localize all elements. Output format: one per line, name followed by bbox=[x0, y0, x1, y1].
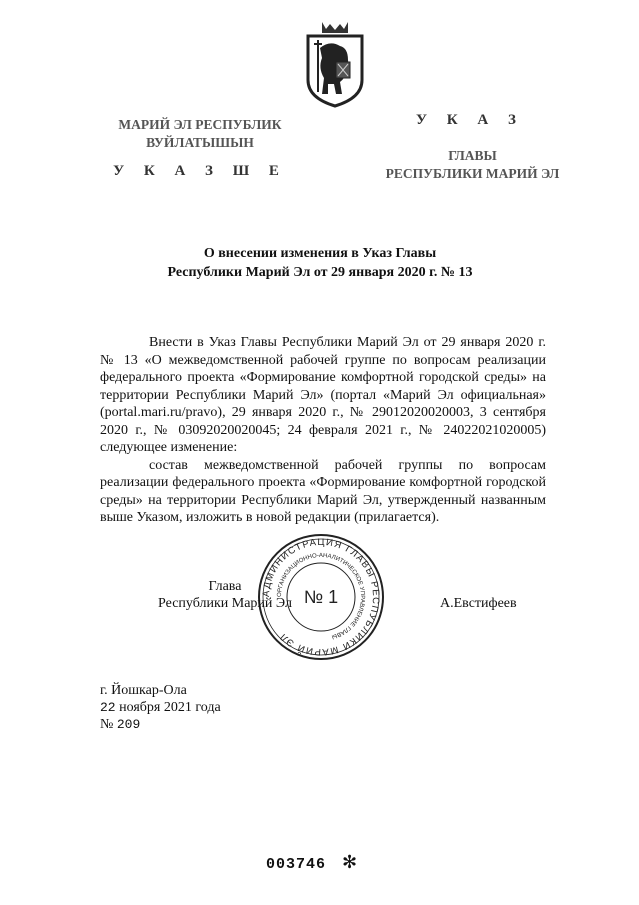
title-line2: Республики Марий Эл от 29 января 2020 г. № 13 bbox=[167, 265, 473, 280]
coat-of-arms-icon bbox=[300, 18, 370, 108]
header-left bbox=[100, 116, 300, 152]
signature-position-line1: Глава bbox=[208, 579, 242, 594]
serial-mark-icon: ✻ bbox=[342, 852, 358, 873]
footer-date-day: 22 bbox=[100, 700, 116, 715]
stamp-inner-text: ОРГАНИЗАЦИОННО-АНАЛИТИЧЕСКОЕ УПРАВЛЕНИЕ ГЛАВЫ bbox=[276, 552, 366, 640]
title-line1: О внесении изменения в Указ Главы bbox=[203, 246, 437, 261]
footer-number bbox=[100, 716, 140, 733]
footer-city: г. Йошкар-Ола bbox=[100, 683, 187, 698]
document-body bbox=[100, 334, 546, 527]
header-left-line1: МАРИЙ ЭЛ РЕСПУБЛИК bbox=[118, 117, 282, 132]
coat-of-arms bbox=[300, 18, 370, 108]
header-left-line2: ВУЙЛАТЫШЫН bbox=[146, 135, 254, 150]
signature-name: А.Евстифеев bbox=[440, 596, 517, 611]
header-left-doc-type: У К А З Ш Е bbox=[113, 163, 287, 179]
document-serial: 003746 bbox=[266, 856, 327, 873]
header-right bbox=[365, 147, 580, 183]
footer-number-prefix: № bbox=[100, 717, 114, 732]
footer-number-value: 209 bbox=[116, 717, 141, 732]
stamp-outer-text: АДМИНИСТРАЦИЯ ГЛАВЫ РЕСПУБЛИКИ МАРИЙ ЭЛ bbox=[260, 536, 382, 658]
footer-date-rest: ноября 2021 года bbox=[119, 700, 221, 715]
signature-position bbox=[150, 578, 300, 612]
document-title bbox=[100, 244, 540, 282]
stamp-number: № 1 bbox=[303, 587, 339, 607]
header-right-doc-type: У К А З bbox=[416, 112, 524, 128]
header-right-line1: ГЛАВЫ bbox=[448, 148, 497, 163]
body-paragraph-1: Внести в Указ Главы Республики Марий Эл от 29 января 2020 г. № 13 «О межведомственной рабочей группе по вопросам реализации федерального проекта «Формирование комфортной городской среды» на территории Республики Марий Эл» (портал «Марий Эл официальная» (portal.mari.ru/pravo), 29 января 2020 г., № 29012020020003, 3 сентября 2020 г., № 03092020020045; 24 февраля 2021 г., № 24022021020005) следующее изменение: bbox=[100, 335, 546, 455]
footer-date bbox=[100, 699, 221, 716]
body-paragraph-2: состав межведомственной рабочей группы по вопросам реализации федерального проекта «Формирование комфортной городской среды» на территории Республики Марий Эл, утвержденный названным выше Указом, изложить в новой редакции (прилагается). bbox=[100, 457, 546, 525]
signature-position-line2: Республики Марий Эл bbox=[158, 596, 292, 611]
header-right-line2: РЕСПУБЛИКИ МАРИЙ ЭЛ bbox=[385, 166, 560, 181]
